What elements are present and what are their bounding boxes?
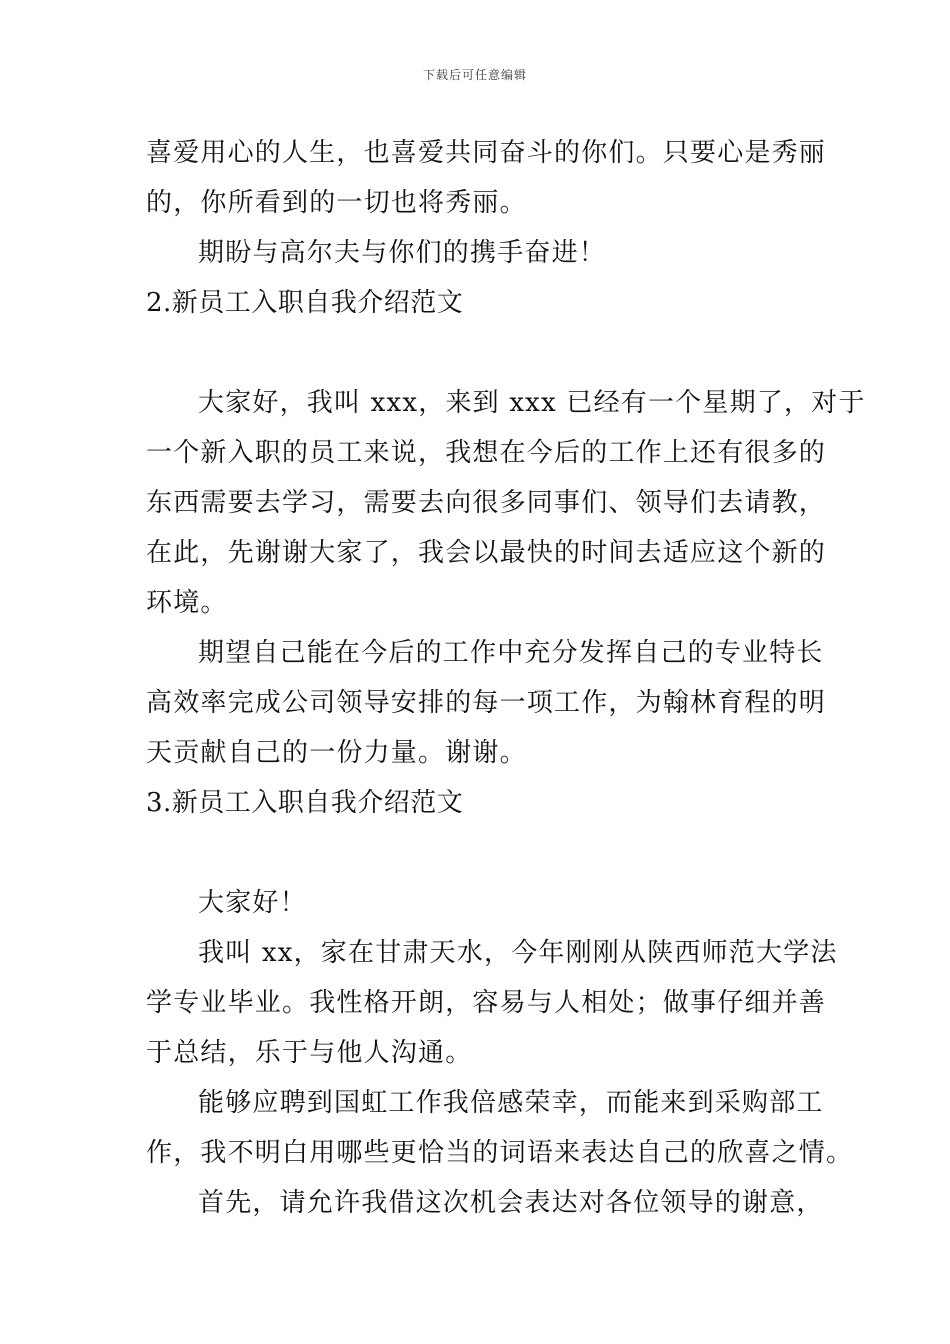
text-line: 高效率完成公司领导安排的每一项工作，为翰林育程的明 bbox=[146, 688, 827, 718]
paragraph bbox=[146, 928, 838, 1078]
text-line: 期望自己能在今后的工作中充分发挥自己的专业特长 bbox=[198, 638, 824, 668]
text-line: 东西需要去学习，需要去向很多同事们、领导们去请教， bbox=[146, 488, 827, 518]
paragraph bbox=[146, 1078, 854, 1178]
document-body bbox=[146, 128, 866, 1228]
text-line: 在此，先谢谢大家了，我会以最快的时间去适应这个新的 bbox=[146, 538, 827, 568]
paragraph bbox=[146, 1178, 824, 1228]
paragraph bbox=[146, 878, 811, 928]
text-line: 学专业毕业。我性格开朗，容易与人相处；做事仔细并善 bbox=[146, 988, 827, 1018]
text-line: 天贡献自己的一份力量。谢谢。 bbox=[146, 738, 527, 768]
text-line: 大家好！ bbox=[198, 888, 307, 918]
blank-space bbox=[146, 328, 811, 378]
text-line: 环境。 bbox=[146, 588, 228, 618]
text-line: 期盼与高尔夫与你们的携手奋进！ bbox=[198, 238, 607, 268]
section-title: 3.新员工入职自我介绍范文 bbox=[146, 788, 464, 818]
text-line: 的，你所看到的一切也将秀丽。 bbox=[146, 188, 527, 218]
text-line: 大家好，我叫 xxx，来到 xxx 已经有一个星期了，对于 bbox=[198, 388, 866, 418]
paragraph bbox=[146, 228, 811, 278]
blank-space bbox=[146, 828, 811, 878]
text-line: 一个新入职的员工来说，我想在今后的工作上还有很多的 bbox=[146, 438, 827, 468]
text-line: 我叫 xx，家在甘肃天水，今年刚刚从陕西师范大学法 bbox=[198, 938, 838, 968]
section-title: 2.新员工入职自我介绍范文 bbox=[146, 288, 464, 318]
text-line: 能够应聘到国虹工作我倍感荣幸，而能来到采购部工 bbox=[198, 1088, 824, 1118]
text-line: 于总结，乐于与他人沟通。 bbox=[146, 1038, 473, 1068]
paragraph bbox=[146, 378, 866, 628]
text-line: 首先，请允许我借这次机会表达对各位领导的谢意， bbox=[198, 1188, 824, 1218]
paragraph bbox=[146, 628, 827, 778]
text-line: 作，我不明白用哪些更恰当的词语来表达自己的欣喜之情。 bbox=[146, 1138, 854, 1168]
page-header: 下载后可任意编辑 bbox=[422, 68, 527, 82]
paragraph bbox=[146, 128, 827, 228]
text-line: 喜爱用心的人生，也喜爱共同奋斗的你们。只要心是秀丽 bbox=[146, 138, 827, 168]
